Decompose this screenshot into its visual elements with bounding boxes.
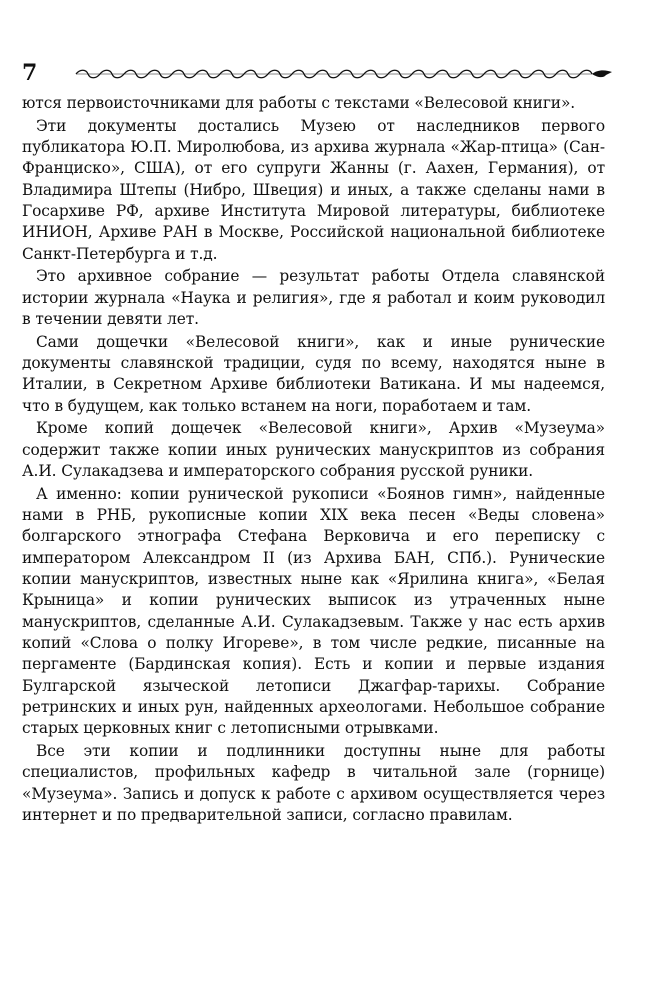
- paragraph-1: ются первоисточниками для работы с текстами «Велесовой книги».: [22, 94, 576, 112]
- paragraph-4: Сами дощечки «Велесовой книги», как и иные рунические документы славянской традиции, судя по всему, находятся ныне в Италии, в Секретном Архиве библиотеки Ватикана. И мы надеемся, что в будущем, как только встанем на ноги, поработаем и там.: [22, 332, 605, 415]
- decorative-rule-icon: [74, 68, 614, 80]
- paragraph-3: Это архивное собрание — результат работы Отдела славянской истории журнала «Наука и религия», где я работал и коим руководил в течении девяти лет.: [22, 267, 605, 328]
- page-header: [22, 58, 612, 88]
- paragraph-2: Эти документы достались Музею от наследников первого публикатора Ю.П. Миролюбова, из архива журнала «Жар-птица» (Сан-Франциско», США), от его супруги Жанны (г. Аахен, Германия), от Владимира Штепы (Нибро, Швеция) и иных, а также сделаны нами в Госархиве РФ, архиве Института Мировой литературы, библиотеке ИНИОН, Архиве РАН в Москве, Российской национальной библиотеке Санкт-Петербурга и т.д.: [22, 116, 605, 263]
- paragraph-5: Кроме копий дощечек «Велесовой книги», Архив «Музеума» содержит также копии иных рунических манускриптов из собрания А.И. Сулакадзева и императорского собрания русской руники.: [22, 419, 605, 481]
- page-number: 7: [22, 60, 38, 86]
- paragraph-6: А именно: копии рунической рукописи «Боянов гимн», найденные нами в РНБ, рукописные копии XIX века песен «Веды словена» болгарского этнографа Стефана Верковича и его переписку с императором Александром II (из Архива БАН, СПб.). Рунические копии манускриптов, известных ныне как «Ярилина книга», «Белая Крыница» и копии рунических выписок из утраченных ныне манускриптов, сделанные А.И. Сулакадзевым. Также у нас есть архив копий «Слова о полку Игореве», в том числе редкие, писанные на пергаменте (Бардинская копия). Есть и копии и первые издания Булгарской языческой летописи Джагфар-тарихы. Собрание ретринских и иных рун, найденных археологами. Небольшое собрание старых церковных книг с летописными отрывками.: [22, 484, 605, 738]
- paragraph-7: Все эти копии и подлинники доступны ныне для работы специалистов, профильных кафедр в читальной зале (горнице) «Музеума». Запись и допуск к работе с архивом осуществляется через интернет и по предварительной записи, согласно правилам.: [22, 741, 605, 824]
- body-text: [22, 93, 605, 828]
